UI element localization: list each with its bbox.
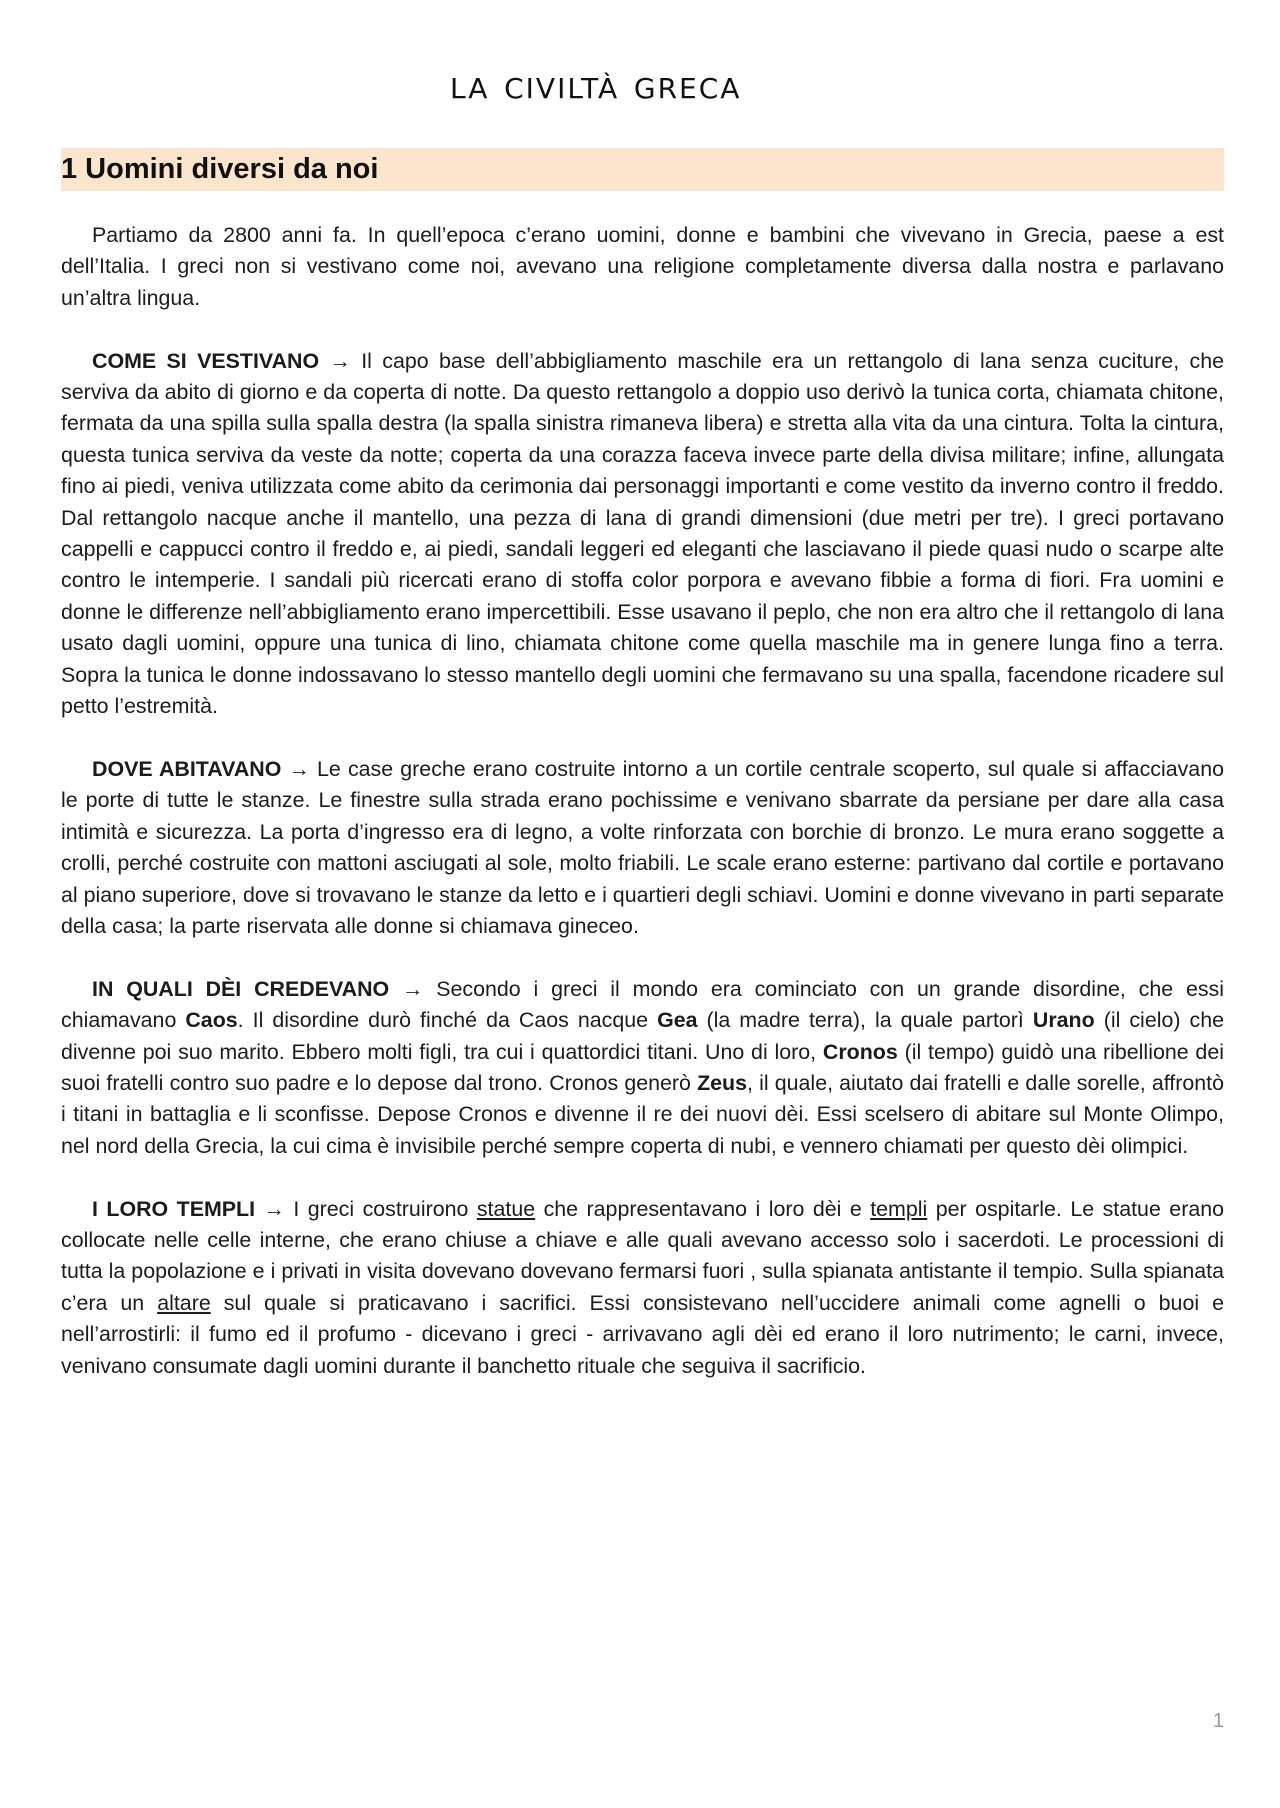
gods-term-urano: Urano	[1032, 1008, 1095, 1033]
temples-text: I greci costruirono	[284, 1196, 477, 1221]
temples-paragraph	[61, 1194, 1224, 1382]
temples-lead: I LORO TEMPLI →	[92, 1196, 285, 1221]
gods-text: (la madre terra), la quale partorì	[697, 1008, 1033, 1033]
document-title: la civiltà greca	[450, 62, 742, 108]
temples-term-statue: statue	[476, 1196, 536, 1221]
housing-paragraph	[61, 754, 1224, 942]
page-number: 1	[1212, 1710, 1224, 1732]
gods-term-caos: Caos	[185, 1008, 238, 1033]
gods-text: Secondo i greci il mondo era cominciato con un grande disordine, che essi chiamavano	[61, 976, 1224, 1033]
gods-term-gea: Gea	[657, 1008, 698, 1033]
intro-paragraph	[61, 220, 1224, 314]
gods-paragraph	[61, 974, 1224, 1162]
clothing-text: Il capo base dell’abbigliamento maschile era un rettangolo di lana senza cuciture, che serviva da abito di giorno e da coperta di notte. Da questo rettangolo a doppio uso derivò la tunica corta, chiamata chitone, fermata da una spilla sulla spalla destra (la spalla sinistra rimaneva libera) e stretta alla vita da una cintura. Tolta la cintura, questa tunica serviva da veste da notte; coperta da una corazza faceva invece parte della divisa militare; infine, allungata fino ai piedi, veniva utilizzata come abito da cerimonia dai personaggi importanti e come vestito da inverno contro il freddo. Dal rettangolo nacque anche il mantello, una pezza di lana di grandi dimensioni (due metri per tre). I greci portavano cappelli e cappucci contro il freddo e, ai piedi, sandali leggeri ed eleganti che lasciavano il piede quasi nudo o scarpe alte contro le intemperie. I sandali più ricercati erano di stoffa color porpora e avevano fibbie a forma di fiori. Fra uomini e donne le differenze nell’abbigliamento erano impercettibili. Esse usavano il peplo, che non era altro che il rettangolo di lana usato dagli uomini, oppure una tunica di lino, chiamata chitone come quella maschile ma in genere lunga fino a terra. Sopra la tunica le donne indossavano lo stesso mantello degli uomini che fermavano su una spalla, facendone ricadere sul petto l’estremità.	[61, 348, 1224, 719]
housing-text: Le case greche erano costruite intorno a un cortile centrale scoperto, sul quale si affacciavano le porte di tutte le stanze. Le finestre sulla strada erano pochissime e venivano sbarrate da persiane per dare alla casa intimità e sicurezza. La porta d’ingresso era di legno, a volte rinforzata con borchie di bronzo. Le mura erano soggette a crolli, perché costruite con mattoni asciugati al sole, molto friabili. Le scale erano esterne: partivano dal cortile e portavano al piano superiore, dove si trovavano le stanze da letto e i quartieri degli schiavi. Uomini e donne vivevano in parti separate della casa; la parte riservata alle donne si chiamava gineceo.	[61, 756, 1224, 938]
temples-text: per ospitarle. Le statue erano collocate nelle celle interne, che erano chiuse a chiave e alle quali avevano accesso solo i sacerdoti. Le processioni di tutta la popolazione e i privati in visita dovevano dovevano fermarsi fuori , sulla spianata antistante il tempio. Sulla spianata c’era un	[61, 1196, 1225, 1315]
temples-text: che rappresentavano i loro dèi e	[535, 1196, 871, 1221]
section-heading: 1 Uomini diversi da noi	[61, 153, 379, 185]
temples-term-templi: templi	[870, 1196, 928, 1221]
gods-term-cronos: Cronos	[822, 1039, 898, 1064]
temples-term-altare: altare	[157, 1290, 211, 1315]
housing-lead: DOVE ABITAVANO →	[92, 756, 310, 781]
gods-term-zeus: Zeus	[697, 1070, 748, 1095]
gods-lead: IN QUALI DÈI CREDEVANO →	[92, 976, 424, 1001]
temples-text: sul quale si praticavano i sacrifici. Essi consistevano nell’uccidere animali come agnelli o buoi e nell’arrostirli: il fumo ed il profumo - dicevano i greci - arrivavano agli dèi ed erano il loro nutrimento; le carni, invece, venivano consumate dagli uomini durante il banchetto rituale che seguiva il sacrificio.	[61, 1290, 1225, 1378]
document-body	[61, 220, 1224, 1413]
intro-text: Partiamo da 2800 anni fa. In quell’epoca c’erano uomini, donne e bambini che vivevano in Grecia, paese a est dell’Italia. I greci non si vestivano come noi, avevano una religione completamente diversa dalla nostra e parlavano un’altra lingua.	[61, 223, 1224, 310]
clothing-lead: COME SI VESTIVANO →	[92, 348, 351, 373]
clothing-paragraph	[61, 346, 1224, 723]
gods-text: (il cielo) che divenne poi suo marito. Ebbero molti figli, tra cui i quattordici titani. Uno di loro,	[61, 1008, 1224, 1064]
gods-text: . Il disordine durò finché da Caos nacque	[237, 1008, 658, 1033]
gods-text: (il tempo) guidò una ribellione dei suoi fratelli contro suo padre e lo depose dal trono. Cronos generò	[61, 1039, 1224, 1095]
gods-text: , il quale, aiutato dai fratelli e dalle sorelle, affrontò i titani in battaglia e li sconfisse. Depose Cronos e divenne il re dei nuovi dèi. Essi scelsero di abitare sul Monte Olimpo, nel nord della Grecia, la cui cima è invisibile perché sempre coperta di nubi, e vennero chiamati per questo dèi olimpici.	[61, 1070, 1224, 1158]
